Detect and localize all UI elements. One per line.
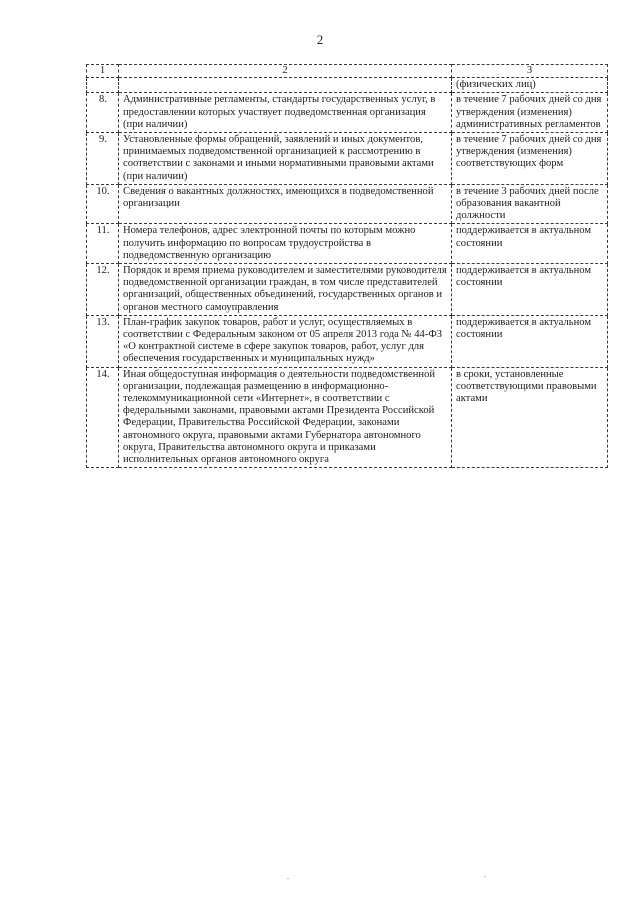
page-number: 2 — [316, 32, 324, 47]
row-description — [119, 78, 452, 93]
scan-artifact — [484, 876, 486, 877]
column-header-3: 3 — [452, 65, 608, 78]
row-deadline: в течение 7 рабочих дней со дня утверждения (изменения) соответствующих форм — [452, 133, 608, 185]
row-deadline: поддерживается в актуальном состоянии — [452, 264, 608, 316]
table-row — [87, 78, 608, 93]
row-description: План-график закупок товаров, работ и услуг, осуществляемых в соответствии с Федеральным законом от 05 апреля 2013 года № 44-ФЗ «О контрактной системе в сфере закупок товаров, работ, услуг для обеспечения государственных и муниципальных нужд» — [119, 315, 452, 367]
scan-artifact — [287, 878, 289, 879]
table-row — [87, 133, 608, 185]
row-deadline: в сроки, установленные соответствующими правовыми актами — [452, 367, 608, 468]
row-number: 9. — [87, 133, 119, 185]
row-deadline: (физических лиц) — [452, 78, 608, 93]
row-number: 13. — [87, 315, 119, 367]
table-row — [87, 184, 608, 224]
row-description: Порядок и время приема руководителем и заместителями руководителя подведомственной организации граждан, в том числе представителей организаций, общественных объединений, государственных органов и органов местного самоуправления — [119, 264, 452, 316]
row-number: 10. — [87, 184, 119, 224]
column-header-1: 1 — [87, 65, 119, 78]
column-header-2: 2 — [119, 65, 452, 78]
row-description: Сведения о вакантных должностях, имеющихся в подведомственной организации — [119, 184, 452, 224]
table-row — [87, 315, 608, 367]
row-number: 12. — [87, 264, 119, 316]
header-row — [87, 65, 608, 78]
row-deadline: в течение 7 рабочих дней со дня утверждения (изменения) административных регламентов — [452, 93, 608, 133]
row-description: Номера телефонов, адрес электронной почты по которым можно получить информацию по вопросам трудоустройства в подведомственную организацию — [119, 224, 452, 264]
row-deadline: поддерживается в актуальном состоянии — [452, 224, 608, 264]
row-deadline: поддерживается в актуальном состоянии — [452, 315, 608, 367]
table-row — [87, 224, 608, 264]
row-number: 11. — [87, 224, 119, 264]
row-description: Иная общедоступная информация о деятельности подведомственной организации, подлежащая размещению в информационно-телекоммуникационной сети «Интернет», в соответствии с федеральными законами, правовыми актами Президента Российской Федерации, Правительства Российской Федерации, законами автономного округа, правовыми актами Губернатора автономного округа, Правительства автономного округа и приказами исполнительных органов автономного округа — [119, 367, 452, 468]
row-number: 8. — [87, 93, 119, 133]
row-description: Административные регламенты, стандарты государственных услуг, в предоставлении которых участвует подведомственная организация (при наличии) — [119, 93, 452, 133]
table-row — [87, 93, 608, 133]
table-row — [87, 264, 608, 316]
table-row — [87, 367, 608, 468]
row-deadline: в течение 3 рабочих дней после образования вакантной должности — [452, 184, 608, 224]
row-number: 14. — [87, 367, 119, 468]
row-number — [87, 78, 119, 93]
row-description: Установленные формы обращений, заявлений и иных документов, принимаемых подведомственной организацией к рассмотрению в соответствии с законами и иными нормативными правовыми актами (при наличии) — [119, 133, 452, 185]
information-table — [86, 64, 608, 468]
